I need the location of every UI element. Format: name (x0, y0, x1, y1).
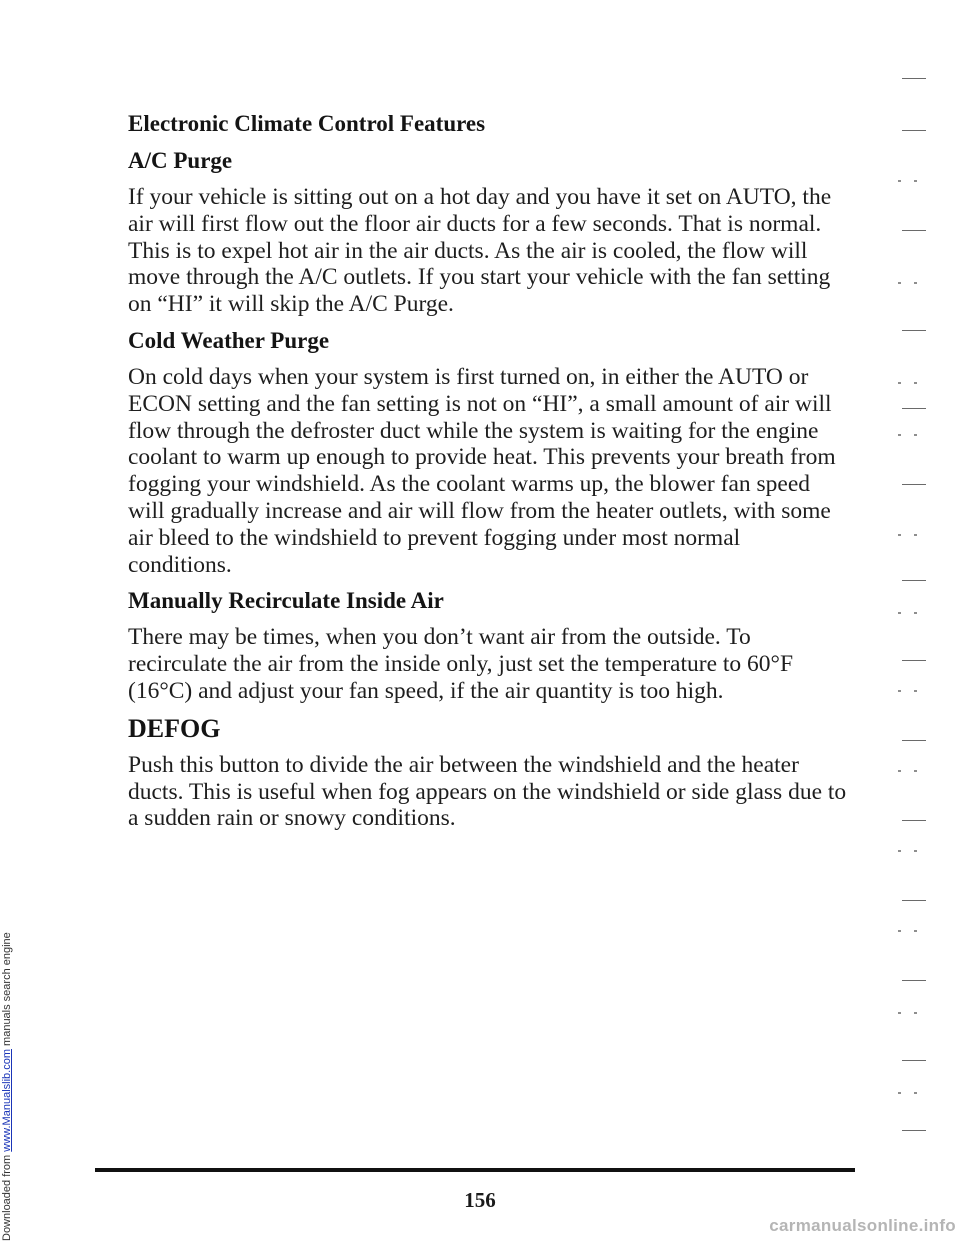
margin-dot (914, 282, 917, 284)
margin-dot (898, 1092, 901, 1094)
margin-tick (902, 740, 926, 741)
side-watermark-prefix: Downloaded from (1, 1151, 13, 1241)
bottom-rule (95, 1168, 855, 1172)
margin-dot (914, 1092, 917, 1094)
margin-dot (898, 434, 901, 436)
margin-tick (902, 900, 926, 901)
defog-paragraph: Push this button to divide the air between the windshield and the heater ducts. This is useful when fog appears on the windshield or side glass due to a sudden rain or snowy conditions. (128, 751, 847, 832)
margin-dot (914, 180, 917, 182)
margin-tick (902, 820, 926, 821)
margin-dot (898, 770, 901, 772)
margin-tick (902, 660, 926, 661)
margin-dot (914, 434, 917, 436)
margin-dot (898, 534, 901, 536)
margin-tick (902, 980, 926, 981)
margin-dot (898, 690, 901, 692)
margin-dot (898, 282, 901, 284)
margin-dot (914, 690, 917, 692)
recirculate-paragraph: There may be times, when you don’t want air from the outside. To recirculate the air from the inside only, just set the temperature to 60°F (16°C) and adjust your fan speed, if the air quantity is too high. (128, 624, 794, 704)
recirculate-heading: Manually Recirculate Inside Air (128, 588, 444, 614)
margin-tick (902, 484, 926, 485)
margin-tick-marks (880, 72, 940, 1172)
margin-dot (914, 850, 917, 852)
side-watermark-suffix: manuals search engine (1, 932, 13, 1050)
margin-dot (914, 770, 917, 772)
margin-tick (902, 330, 926, 331)
ac-purge-paragraph: If your vehicle is sitting out on a hot day and you have it set on AUTO, the air will first flow out the floor air ducts for a few seconds. That is normal. This is to expel hot air in the air ducts. As the air is cooled, the flow will move through the A/C outlets. If you start your vehicle with the fan setting on “HI” it will skip the A/C Purge. (128, 184, 832, 318)
margin-tick (902, 580, 926, 581)
margin-dot (914, 612, 917, 614)
margin-dot (914, 930, 917, 932)
margin-dot (898, 1012, 901, 1014)
side-watermark (0, 0, 14, 1242)
margin-tick (902, 1130, 926, 1131)
margin-tick (902, 78, 926, 79)
margin-dot (914, 382, 917, 384)
margin-tick (902, 230, 926, 231)
defog-heading: DEFOG (128, 713, 221, 743)
corner-watermark: carmanualsonline.info (769, 1216, 956, 1235)
margin-dot (898, 930, 901, 932)
cold-weather-purge-paragraph: On cold days when your system is first turned on, in either the AUTO or ECON setting and the fan setting is not on “HI”, a small amount of air will flow through the defroster duct while the system is waiting for the engine coolant to warm up enough to provide heat. This prevents your breath from fogging your windshield. As the coolant warms up, the blower fan speed will gradually increase and air will flow from the heater outlets, with some air bleed to the windshield to prevent fogging under most normal conditions. (128, 363, 836, 578)
margin-dot (898, 382, 901, 384)
margin-tick (902, 130, 926, 131)
margin-dot (898, 850, 901, 852)
margin-tick (902, 408, 926, 409)
margin-dot (914, 1012, 917, 1014)
page-number: 156 (464, 1188, 496, 1212)
margin-dot (898, 180, 901, 182)
page-content (128, 110, 848, 841)
section-title: Electronic Climate Control Features (128, 111, 486, 136)
cold-weather-purge-heading: Cold Weather Purge (128, 327, 330, 353)
manualslib-link[interactable]: www.Manualslib.com (1, 1049, 13, 1152)
margin-tick (902, 1060, 926, 1061)
margin-dot (898, 612, 901, 614)
margin-dot (914, 534, 917, 536)
side-watermark-text (1, 932, 13, 1241)
ac-purge-heading: A/C Purge (128, 148, 233, 173)
